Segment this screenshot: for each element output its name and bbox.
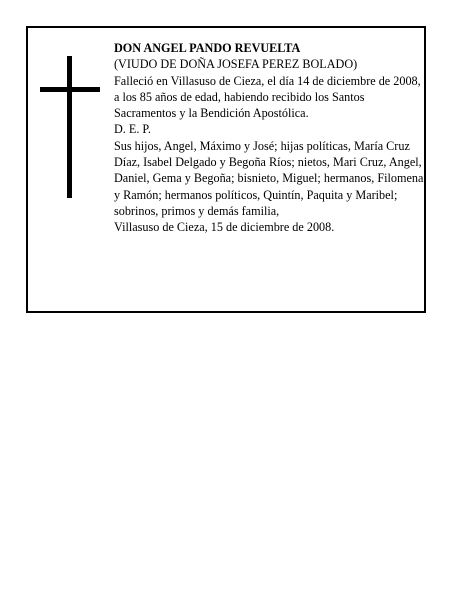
notice-text (114, 40, 424, 236)
obituary-notice (26, 26, 426, 313)
rip-line: D. E. P. (114, 122, 151, 137)
widow-of-line: (VIUDO DE DOÑA JOSEFA PEREZ BOLADO) (114, 57, 358, 72)
cross-horizontal-bar (40, 87, 100, 92)
cross-vertical-bar (67, 56, 72, 198)
deceased-name: DON ANGEL PANDO REVUELTA (114, 41, 301, 55)
death-statement: Falleció en Villasuso de Cieza, el día 14 de diciembre de 2008, a los 85 años de edad, habiendo recibido los Santos Sacramentos y la Bendición Apostólica. (114, 73, 421, 121)
family-list: Sus hijos, Angel, Máximo y José; hijas políticas, María Cruz Díaz, Isabel Delgado y Begoña Ríos; nietos, Mari Cruz, Angel, Daniel, Gema y Begoña; bisnieto, Miguel; hermanos, Filomena y Ramón; hermanos políticos, Quintín, Paquita y Maribel; sobrinos, primos y demás familia, (114, 138, 424, 218)
place-date: Villasuso de Cieza, 15 de diciembre de 2008. (114, 220, 335, 235)
latin-cross-icon (40, 56, 100, 198)
